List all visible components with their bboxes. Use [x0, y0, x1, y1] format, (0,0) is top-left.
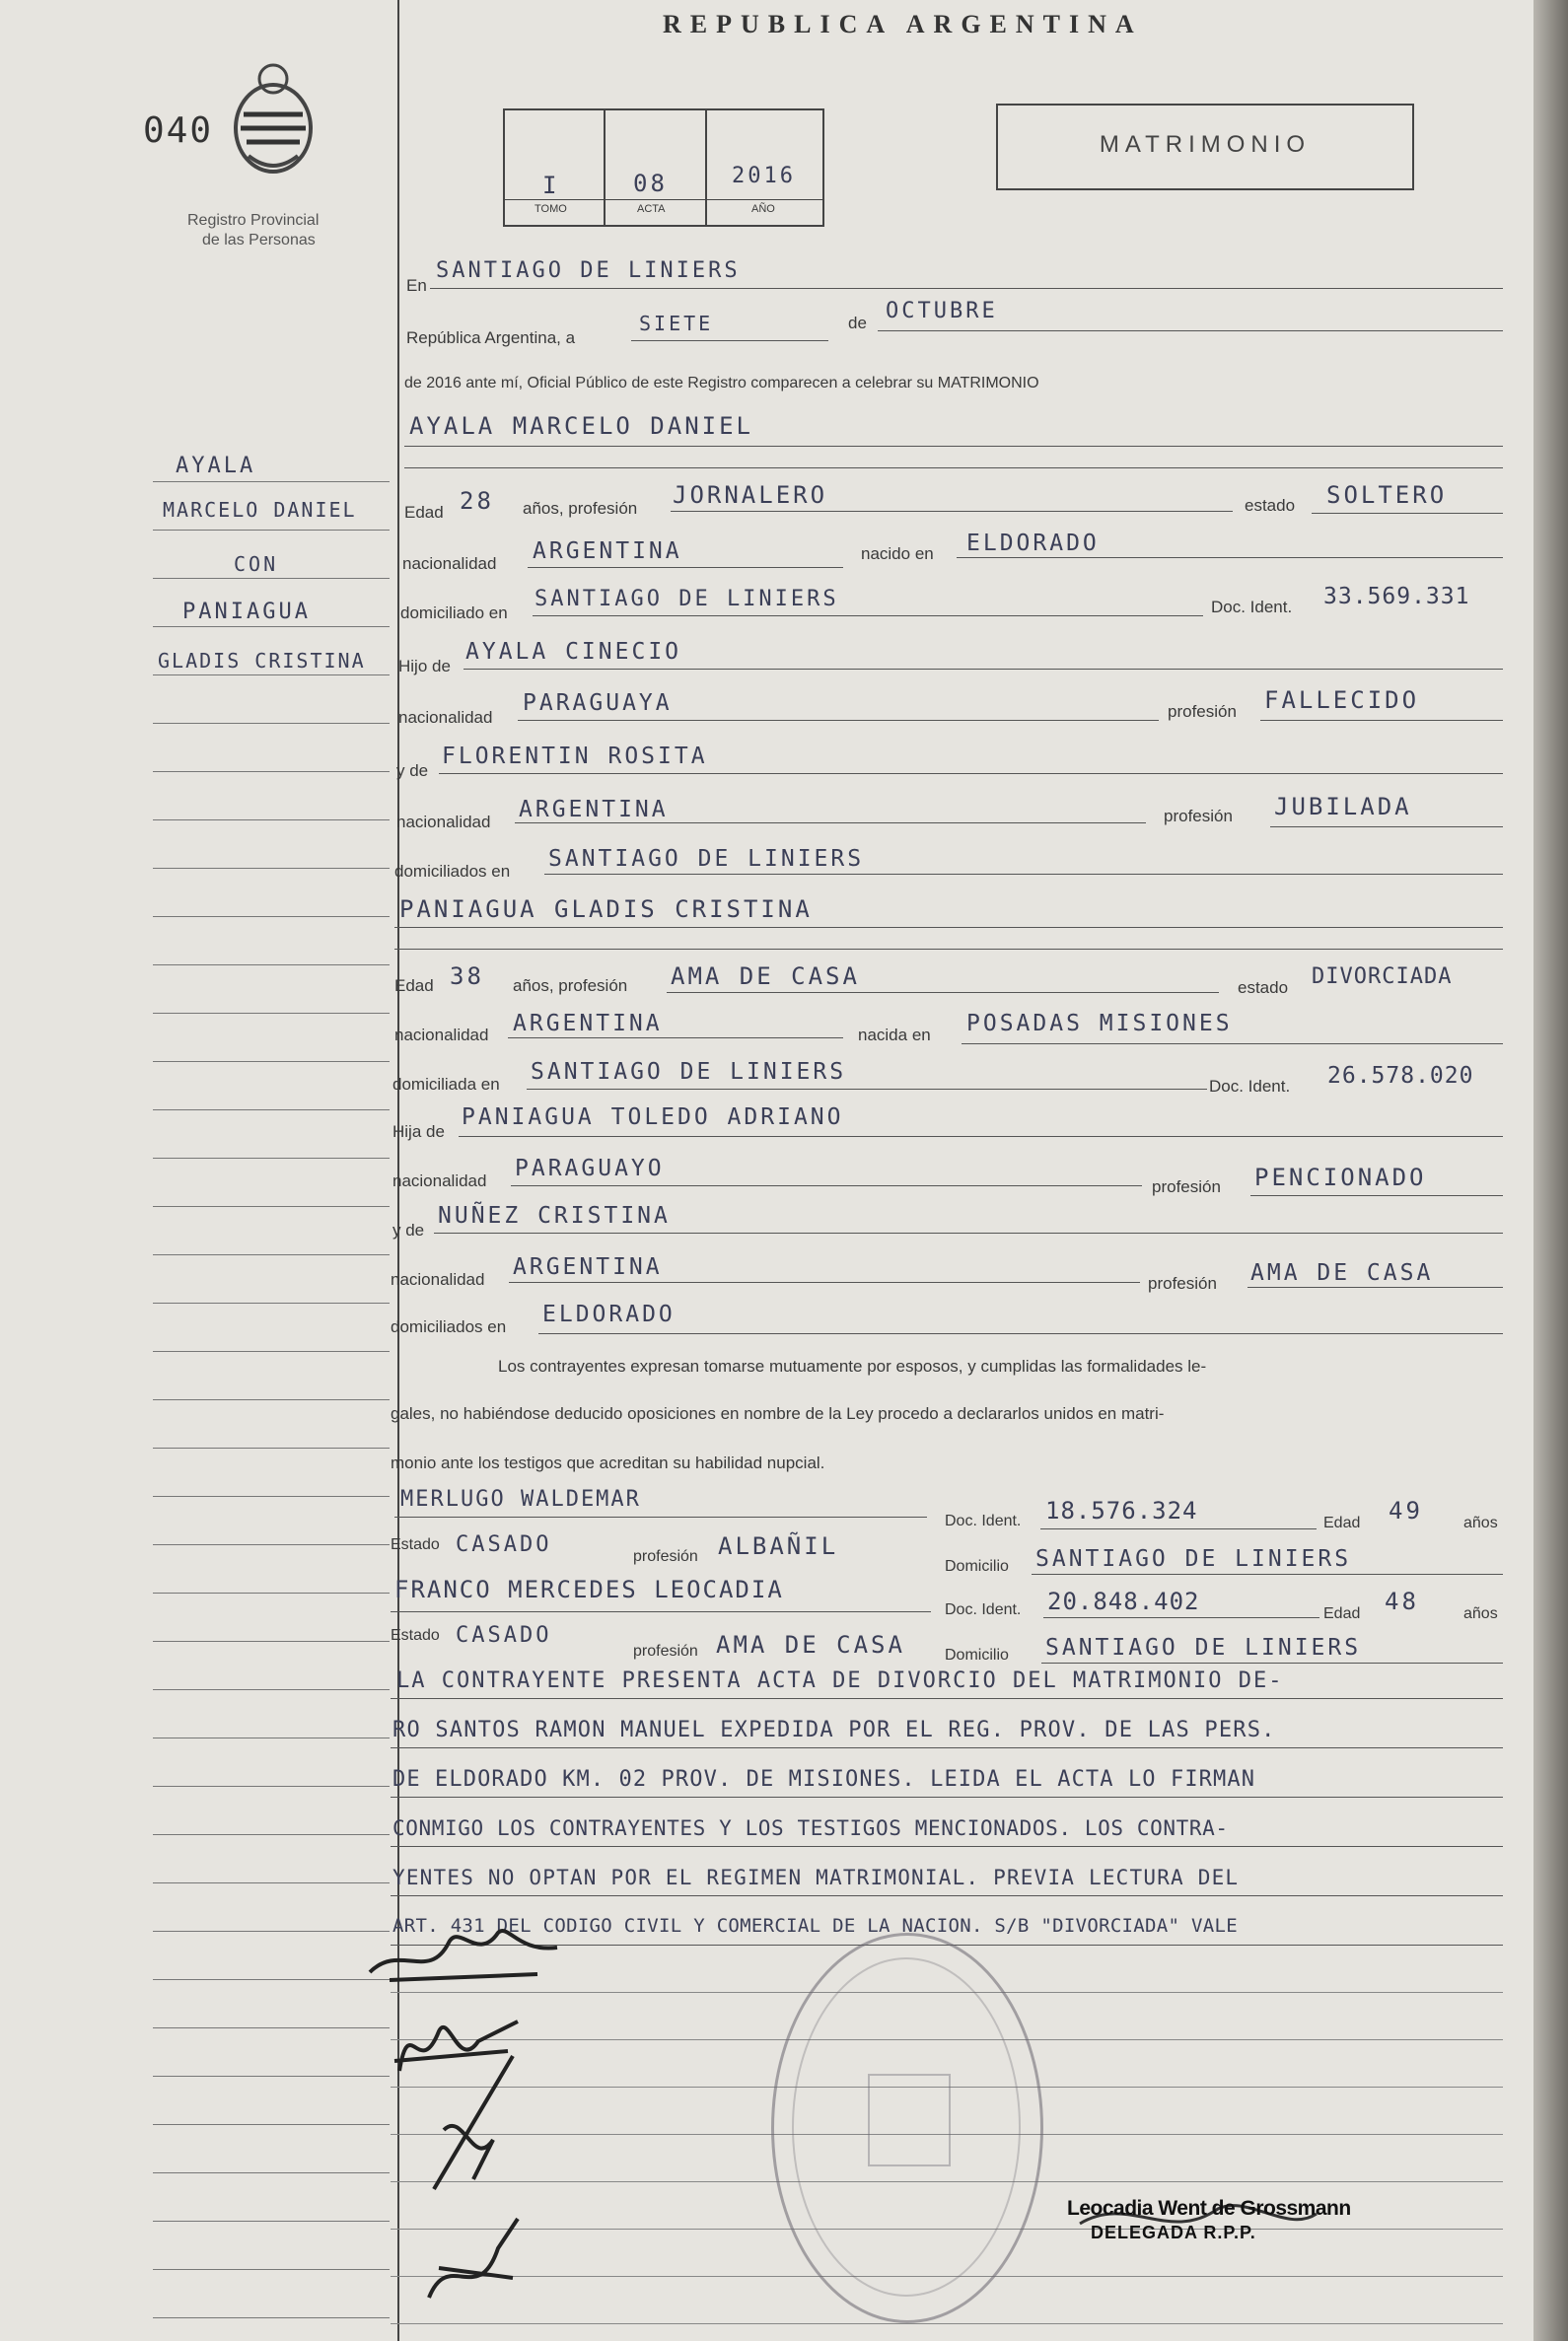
bride-parents-dom-label: domiciliados en	[391, 1317, 507, 1336]
tomo-value: I	[542, 172, 560, 199]
margin-ruled-line	[153, 1206, 390, 1207]
witness1-estado-label: Estado	[391, 1536, 440, 1553]
witness1-profession: ALBAÑIL	[718, 1532, 839, 1560]
bride-nacida-label: nacida en	[858, 1026, 931, 1044]
margin-ruled-line	[153, 1689, 390, 1690]
bride-nationality: ARGENTINA	[513, 1011, 663, 1036]
groom-father-prof-label: profesión	[1168, 702, 1237, 721]
margin-line-4: PANIAGUA	[182, 600, 311, 624]
witness1-age: 49	[1389, 1497, 1423, 1525]
bride-born: POSADAS MISIONES	[966, 1011, 1233, 1036]
doc-type-box	[996, 104, 1414, 190]
groom-mother-nat: ARGENTINA	[519, 797, 669, 822]
witness2-edad-label: Edad	[1323, 1605, 1361, 1622]
acta-label: ACTA	[637, 203, 666, 215]
groom-parents-dom-label: domiciliados en	[394, 862, 511, 881]
intro-en-label: En	[406, 276, 427, 295]
groom-mother-prof: JUBILADA	[1274, 793, 1412, 820]
margin-ruled-line	[153, 964, 390, 965]
bride-nac-label: nacionalidad	[394, 1026, 489, 1044]
bride-edad-label: Edad	[394, 976, 434, 995]
margin-ruled-line	[153, 1882, 390, 1883]
groom-yde-label: y de	[396, 761, 429, 780]
groom-anos-prof-label: años, profesión	[523, 499, 638, 518]
bride-profession: AMA DE CASA	[671, 962, 860, 990]
groom-age: 28	[460, 487, 494, 515]
declaration-line-3: monio ante los testigos que acreditan su habilidad nupcial.	[391, 1454, 825, 1472]
groom-name: AYALA MARCELO DANIEL	[409, 412, 753, 440]
witness1-domicile: SANTIAGO DE LINIERS	[1035, 1546, 1352, 1572]
record-number-box	[503, 108, 824, 227]
groom-nationality: ARGENTINA	[533, 538, 682, 564]
margin-ruled-line	[153, 2317, 390, 2318]
intro-day: SIETE	[639, 312, 714, 335]
declaration-line-2: gales, no habiéndose deducido oposiciones en nombre de la Ley procedo a declararlos unidos en matri-	[391, 1404, 1165, 1423]
groom-estado: SOLTERO	[1326, 481, 1448, 509]
margin-ruled-line	[153, 1158, 390, 1159]
officer-name: Leocadia Went de Grossmann	[1067, 2197, 1351, 2220]
bride-doc-label: Doc. Ident.	[1209, 1077, 1291, 1096]
witness1-prof-label: profesión	[633, 1548, 698, 1565]
margin-ruled-line	[153, 1786, 390, 1787]
witness2-age: 48	[1385, 1588, 1419, 1615]
margin-ruled-line	[153, 868, 390, 869]
margin-ruled-line	[153, 1448, 390, 1449]
groom-mother-prof-label: profesión	[1164, 807, 1233, 825]
groom-estado-label: estado	[1245, 496, 1296, 515]
witness2-profession: AMA DE CASA	[716, 1631, 905, 1659]
witness1-anos-label: años	[1463, 1515, 1498, 1531]
bride-yde-label: y de	[392, 1221, 425, 1240]
ano-label: AÑO	[751, 203, 775, 215]
margin-ruled-line	[153, 530, 390, 531]
margin-ruled-line	[153, 2269, 390, 2270]
note-line-4: CONMIGO LOS CONTRAYENTES Y LOS TESTIGOS MENCIONADOS. LOS CONTRA-	[392, 1816, 1229, 1840]
margin-ruled-line	[153, 2076, 390, 2077]
tomo-label: TOMO	[535, 203, 567, 215]
groom-nacido-label: nacido en	[861, 544, 934, 563]
intro-de-label: de	[848, 314, 867, 332]
margin-ruled-line	[153, 1931, 390, 1932]
witness2-estado-label: Estado	[391, 1627, 440, 1644]
margin-ruled-line	[153, 2221, 390, 2222]
witness2-estado: CASADO	[456, 1623, 552, 1648]
margin-ruled-line	[153, 916, 390, 917]
margin-ruled-line	[153, 1641, 390, 1642]
bride-anos-prof-label: años, profesión	[513, 976, 628, 995]
groom-domicile: SANTIAGO DE LINIERS	[535, 587, 839, 611]
margin-line-3: CON	[234, 552, 279, 576]
margin-ruled-line	[153, 481, 390, 482]
bride-parents-dom: ELDORADO	[542, 1302, 676, 1327]
note-line-3: DE ELDORADO KM. 02 PROV. DE MISIONES. LEIDA EL ACTA LO FIRMAN	[392, 1767, 1256, 1792]
signature-groom	[360, 1903, 577, 1992]
bride-dom-label: domiciliada en	[392, 1075, 500, 1094]
groom-doc: 33.569.331	[1323, 584, 1470, 609]
margin-ruled-line	[153, 1399, 390, 1400]
note-line-2: RO SANTOS RAMON MANUEL EXPEDIDA POR EL REG. PROV. DE LAS PERS.	[392, 1718, 1276, 1742]
signature-witness2	[419, 2209, 528, 2317]
bride-father-nat: PARAGUAYO	[515, 1156, 665, 1181]
bride-father-nat-label: nacionalidad	[392, 1171, 487, 1190]
witness2-anos-label: años	[1463, 1605, 1498, 1622]
registry-line-1: Registro Provincial	[187, 212, 320, 229]
margin-ruled-line	[153, 2172, 390, 2173]
margin-ruled-line	[153, 1254, 390, 1255]
groom-parents-dom: SANTIAGO DE LINIERS	[548, 846, 865, 872]
margin-ruled-line	[153, 723, 390, 724]
margin-ruled-line	[153, 1544, 390, 1545]
margin-ruled-line	[153, 1351, 390, 1352]
witness1-doc-label: Doc. Ident.	[945, 1513, 1022, 1529]
groom-nac-label: nacionalidad	[402, 554, 497, 573]
groom-edad-label: Edad	[404, 503, 444, 522]
margin-ruled-line	[153, 1496, 390, 1497]
bride-father: PANIAGUA TOLEDO ADRIANO	[462, 1104, 844, 1130]
margin-ruled-line	[153, 1109, 390, 1110]
groom-doc-label: Doc. Ident.	[1211, 598, 1293, 616]
witness2-prof-label: profesión	[633, 1643, 698, 1660]
page-edge-shadow	[1533, 0, 1568, 2341]
margin-ruled-line	[153, 2027, 390, 2028]
margin-ruled-line	[153, 771, 390, 772]
witness1-estado: CASADO	[456, 1532, 552, 1557]
body-ruled-line	[391, 2323, 1503, 2324]
margin-ruled-line	[153, 1593, 390, 1594]
intro-place: SANTIAGO DE LINIERS	[436, 258, 741, 283]
margin-ruled-line	[153, 819, 390, 820]
groom-mother: FLORENTIN ROSITA	[442, 744, 708, 769]
margin-ruled-line	[153, 2124, 390, 2125]
witness1-dom-label: Domicilio	[945, 1558, 1009, 1575]
official-seal-icon	[771, 1933, 1043, 2323]
witness1-name: MERLUGO WALDEMAR	[400, 1487, 641, 1512]
intro-republica-label: República Argentina, a	[406, 328, 576, 347]
margin-ruled-line	[153, 1061, 390, 1062]
bride-domicile: SANTIAGO DE LINIERS	[531, 1059, 847, 1085]
bride-father-prof-label: profesión	[1152, 1177, 1221, 1196]
bride-mother-nat-label: nacionalidad	[391, 1270, 485, 1289]
bride-name: PANIAGUA GLADIS CRISTINA	[399, 895, 813, 923]
bride-mother-nat: ARGENTINA	[513, 1254, 663, 1280]
groom-father-prof: FALLECIDO	[1264, 686, 1420, 714]
groom-born: ELDORADO	[966, 531, 1100, 556]
bride-mother: NUÑEZ CRISTINA	[438, 1203, 671, 1229]
witness2-domicile: SANTIAGO DE LINIERS	[1045, 1635, 1362, 1661]
witness1-edad-label: Edad	[1323, 1515, 1361, 1531]
witness2-dom-label: Domicilio	[945, 1647, 1009, 1664]
groom-father-nat-label: nacionalidad	[398, 708, 493, 727]
witness1-doc: 18.576.324	[1045, 1497, 1198, 1525]
margin-line-5: GLADIS CRISTINA	[158, 649, 366, 673]
witness2-doc-label: Doc. Ident.	[945, 1601, 1022, 1618]
margin-ruled-line	[153, 626, 390, 627]
signature-witness1	[414, 2051, 523, 2199]
intro-month: OCTUBRE	[886, 299, 998, 323]
ano-value: 2016	[732, 164, 796, 188]
bride-doc: 26.578.020	[1327, 1063, 1474, 1089]
margin-line-1: AYALA	[176, 454, 256, 478]
bride-hija-label: Hija de	[392, 1122, 445, 1141]
folio-number: 040	[143, 110, 214, 151]
bride-age: 38	[450, 962, 484, 990]
groom-profession: JORNALERO	[673, 481, 828, 509]
registry-line-2: de las Personas	[202, 232, 316, 248]
groom-mother-nat-label: nacionalidad	[396, 813, 491, 831]
margin-ruled-line	[153, 1834, 390, 1835]
margin-line-2: MARCELO DANIEL	[163, 498, 357, 522]
bride-mother-prof: AMA DE CASA	[1250, 1260, 1434, 1286]
groom-dom-label: domiciliado en	[400, 603, 508, 622]
province-emblem-icon	[219, 57, 327, 185]
margin-ruled-line	[153, 1013, 390, 1014]
note-line-6: ART. 431 DEL CODIGO CIVIL Y COMERCIAL DE LA NACION. S/B "DIVORCIADA" VALE	[392, 1915, 1238, 1937]
witness2-doc: 20.848.402	[1047, 1588, 1200, 1615]
declaration-line-1: Los contrayentes expresan tomarse mutuamente por esposos, y cumplidas las formalidades le-	[498, 1357, 1207, 1376]
margin-ruled-line	[153, 1303, 390, 1304]
doc-type-title: MATRIMONIO	[1099, 131, 1312, 158]
acta-value: 08	[633, 170, 668, 197]
bride-estado-label: estado	[1238, 978, 1289, 997]
margin-ruled-line	[153, 578, 390, 579]
margin-ruled-line	[153, 674, 390, 675]
note-line-1: LA CONTRAYENTE PRESENTA ACTA DE DIVORCIO DEL MATRIMONIO DE-	[396, 1668, 1284, 1693]
country-title: REPUBLICA ARGENTINA	[663, 10, 1143, 38]
note-line-5: YENTES NO OPTAN POR EL REGIMEN MATRIMONIAL. PREVIA LECTURA DEL	[392, 1866, 1240, 1889]
officer-title: DELEGADA R.P.P.	[1091, 2223, 1256, 2242]
groom-father: AYALA CINECIO	[465, 639, 682, 665]
groom-hijo-label: Hijo de	[398, 657, 451, 675]
bride-estado: DIVORCIADA	[1312, 964, 1453, 989]
witness2-name: FRANCO MERCEDES LEOCADIA	[394, 1576, 784, 1603]
intro-line-3: de 2016 ante mí, Oficial Público de este Registro comparecen a celebrar su MATRIMONIO	[404, 375, 1039, 391]
groom-father-nat: PARAGUAYA	[523, 690, 673, 716]
bride-father-prof: PENCIONADO	[1254, 1164, 1427, 1191]
margin-ruled-line	[153, 1979, 390, 1980]
bride-mother-prof-label: profesión	[1148, 1274, 1217, 1293]
